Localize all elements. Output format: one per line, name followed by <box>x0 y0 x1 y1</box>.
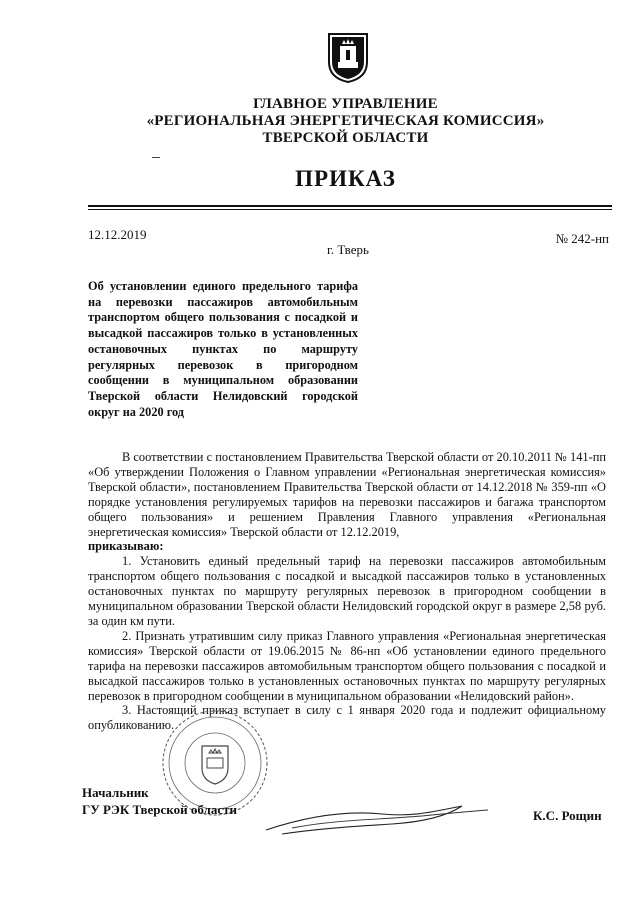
document-title: ПРИКАЗ <box>295 166 396 191</box>
signer-position-line2: ГУ РЭК Тверской области <box>82 802 237 817</box>
header-divider-thin <box>88 209 612 210</box>
signer-name: К.С. Рощин <box>533 808 602 823</box>
org-name-line3: ТВЕРСКОЙ ОБЛАСТИ <box>262 130 429 146</box>
order-item-1: 1. Установить единый предельный тариф на перевозки пассажиров автомобильным транспортом общего пользования с посадкой и высадкой пассажиров только в установленных остановочных пунктах по маршруту регулярных перевозок в пригородном сообщении в муниципальном образовании Тверской области Нелидовский городской округ в размере 2,58 руб. за один км пути. <box>88 554 606 628</box>
document-date: 12.12.2019 <box>88 227 147 242</box>
header-divider <box>88 205 612 207</box>
signer-position-line1: Начальник <box>82 785 149 800</box>
org-name-line1: ГЛАВНОЕ УПРАВЛЕНИЕ <box>253 96 438 112</box>
order-item-2: 2. Признать утратившим силу приказ Главного управления «Региональная энергетическая комиссия» Тверской области от 19.06.2015 № 86-нп «Об установлении единого предельного тарифа на перевозки пассажиров автомобильным транспортом общего пользования с посадкой и высадкой пассажиров только в установленных остановочных пунктах по маршруту регулярных перевозок в пригородном сообщении в муниципальном образовании «Нелидовский район». <box>88 628 606 703</box>
document-number: № 242-нп <box>555 231 609 246</box>
handwritten-signature-icon <box>262 800 492 840</box>
org-name-line2: «РЕГИОНАЛЬНАЯ ЭНЕРГЕТИЧЕСКАЯ КОМИССИЯ» <box>146 113 545 129</box>
document-body <box>88 450 606 733</box>
order-word: приказываю: <box>88 539 164 554</box>
order-item-3: 3. Настоящий приказ вступает в силу с 1 января 2020 года и подлежит официальному опубликованию. <box>88 703 606 733</box>
stray-mark <box>152 157 160 158</box>
document-city: г. Тверь <box>327 242 369 257</box>
coat-of-arms-icon <box>327 32 369 84</box>
preamble-paragraph: В соответствии с постановлением Правительства Тверской области от 20.10.2011 № 141-пп «Об утверждении Положения о Главном управлении «Региональная энергетическая комиссия» Тверской области», постановлением Правительства Тверской области от 14.12.2018 № 359-пп «О порядке установления регулируемых тарифов на перевозки пассажиров и багажа транспортом общего пользования» и решением Правления Главного управления «Региональная энергетическая комиссия» Тверской области от 12.12.2019, <box>88 450 606 539</box>
document-subject: Об установлении единого предельного тарифа на перевозки пассажиров автомобильным транспортом общего пользования с посадкой и высадкой пассажиров только в установленных остановочных пунктах по маршруту регулярных перевозок в пригородном сообщении в муниципальном образовании Тверской области Нелидовский городской округ на 2020 год <box>88 279 358 419</box>
